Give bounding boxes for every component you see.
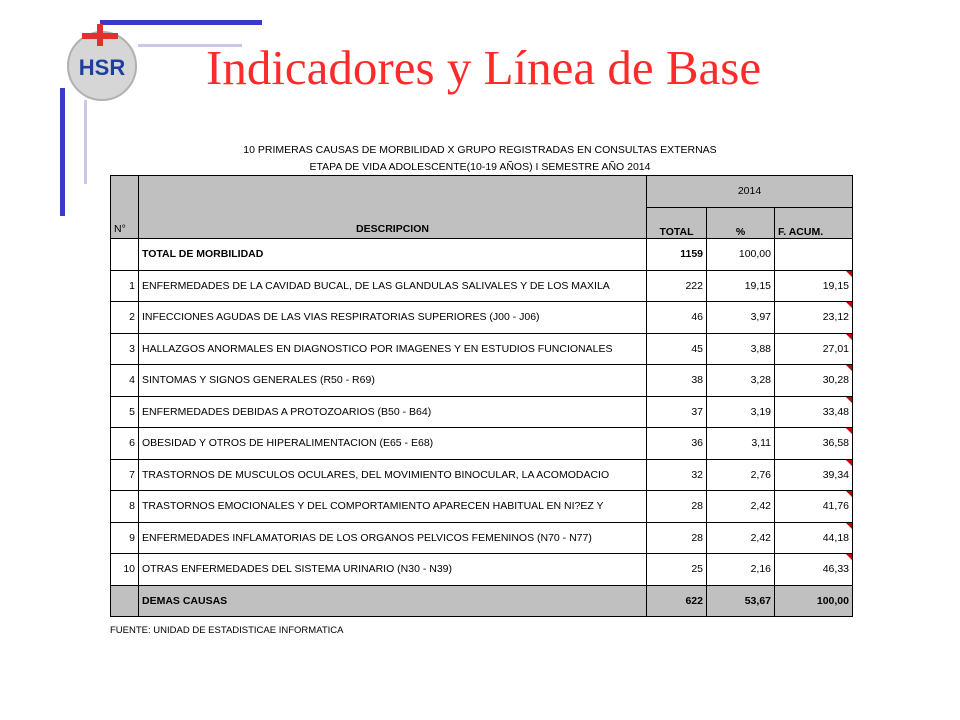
header-n: N° bbox=[111, 176, 139, 239]
row-number: 8 bbox=[111, 491, 139, 523]
header-pct: % bbox=[707, 207, 775, 239]
row-total: 46 bbox=[647, 302, 707, 334]
table-row bbox=[111, 491, 853, 523]
row-acum: 46,33 bbox=[775, 554, 853, 586]
row-acum: 27,01 bbox=[775, 333, 853, 365]
table-row bbox=[111, 459, 853, 491]
row-description: SINTOMAS Y SIGNOS GENERALES (R50 - R69) bbox=[139, 365, 647, 397]
row-pct: 2,76 bbox=[707, 459, 775, 491]
header-year: 2014 bbox=[647, 176, 853, 208]
table-caption-line1: 10 PRIMERAS CAUSAS DE MORBILIDAD X GRUPO REGISTRADAS EN CONSULTAS EXTERNAS bbox=[243, 144, 717, 156]
row-acum: 19,15 bbox=[775, 270, 853, 302]
table-row bbox=[111, 428, 853, 460]
row-pct: 3,28 bbox=[707, 365, 775, 397]
comment-marker-icon bbox=[846, 334, 852, 340]
comment-marker-icon bbox=[846, 302, 852, 308]
row-number: 10 bbox=[111, 554, 139, 586]
table-caption-line2: ETAPA DE VIDA ADOLESCENTE(10-19 AÑOS) I SEMESTRE AÑO 2014 bbox=[309, 161, 651, 173]
row-total: 25 bbox=[647, 554, 707, 586]
others-label: DEMAS CAUSAS bbox=[139, 585, 647, 617]
others-pct: 53,67 bbox=[707, 585, 775, 617]
row-pct: 2,42 bbox=[707, 522, 775, 554]
row-description: HALLAZGOS ANORMALES EN DIAGNOSTICO POR IMAGENES Y EN ESTUDIOS FUNCIONALES bbox=[139, 333, 647, 365]
row-pct: 3,97 bbox=[707, 302, 775, 334]
accent-bar-left-thin bbox=[84, 100, 87, 184]
row-number: 7 bbox=[111, 459, 139, 491]
row-description: ENFERMEDADES INFLAMATORIAS DE LOS ORGANOS PELVICOS FEMENINOS (N70 - N77) bbox=[139, 522, 647, 554]
others-acum: 100,00 bbox=[775, 585, 853, 617]
comment-marker-icon bbox=[846, 523, 852, 529]
table-row bbox=[111, 365, 853, 397]
hospital-logo bbox=[62, 24, 142, 104]
comment-marker-icon bbox=[846, 460, 852, 466]
row-total: 37 bbox=[647, 396, 707, 428]
row-pct: 2,16 bbox=[707, 554, 775, 586]
comment-marker-icon bbox=[846, 365, 852, 371]
table-source: FUENTE: UNIDAD DE ESTADISTICAE INFORMATICA bbox=[110, 625, 344, 636]
row-acum: 44,18 bbox=[775, 522, 853, 554]
total-value: 1159 bbox=[647, 239, 707, 271]
table-row bbox=[111, 554, 853, 586]
row-acum: 33,48 bbox=[775, 396, 853, 428]
row-total: 45 bbox=[647, 333, 707, 365]
others-n bbox=[111, 585, 139, 617]
svg-text:HSR: HSR bbox=[78, 55, 126, 80]
table-row bbox=[111, 522, 853, 554]
row-acum: 23,12 bbox=[775, 302, 853, 334]
row-description: TRASTORNOS DE MUSCULOS OCULARES, DEL MOVIMIENTO BINOCULAR, LA ACOMODACIO bbox=[139, 459, 647, 491]
row-number: 2 bbox=[111, 302, 139, 334]
total-label: TOTAL DE MORBILIDAD bbox=[139, 239, 647, 271]
comment-marker-icon bbox=[846, 428, 852, 434]
row-total: 28 bbox=[647, 491, 707, 523]
comment-marker-icon bbox=[846, 554, 852, 560]
others-row bbox=[111, 585, 853, 617]
header-row-year bbox=[111, 176, 853, 208]
others-total: 622 bbox=[647, 585, 707, 617]
row-total: 36 bbox=[647, 428, 707, 460]
row-acum: 41,76 bbox=[775, 491, 853, 523]
row-description: INFECCIONES AGUDAS DE LAS VIAS RESPIRATORIAS SUPERIORES (J00 - J06) bbox=[139, 302, 647, 334]
total-row bbox=[111, 239, 853, 271]
row-total: 32 bbox=[647, 459, 707, 491]
total-pct: 100,00 bbox=[707, 239, 775, 271]
table-row bbox=[111, 302, 853, 334]
header-descripcion: DESCRIPCION bbox=[139, 176, 647, 239]
header-total: TOTAL bbox=[647, 207, 707, 239]
row-number: 1 bbox=[111, 270, 139, 302]
slide-title: Indicadores y Línea de Base bbox=[206, 40, 762, 95]
row-number: 4 bbox=[111, 365, 139, 397]
row-pct: 2,42 bbox=[707, 491, 775, 523]
table-row bbox=[111, 333, 853, 365]
row-total: 222 bbox=[647, 270, 707, 302]
accent-bar-left bbox=[60, 88, 65, 216]
row-pct: 3,88 bbox=[707, 333, 775, 365]
table-row bbox=[111, 396, 853, 428]
row-number: 9 bbox=[111, 522, 139, 554]
row-total: 28 bbox=[647, 522, 707, 554]
comment-marker-icon bbox=[846, 491, 852, 497]
row-number: 3 bbox=[111, 333, 139, 365]
table-row bbox=[111, 270, 853, 302]
total-acum bbox=[775, 239, 853, 271]
row-pct: 3,11 bbox=[707, 428, 775, 460]
row-acum: 39,34 bbox=[775, 459, 853, 491]
row-acum: 30,28 bbox=[775, 365, 853, 397]
comment-marker-icon bbox=[846, 397, 852, 403]
row-total: 38 bbox=[647, 365, 707, 397]
row-pct: 3,19 bbox=[707, 396, 775, 428]
row-description: ENFERMEDADES DEBIDAS A PROTOZOARIOS (B50 - B64) bbox=[139, 396, 647, 428]
row-description: OBESIDAD Y OTROS DE HIPERALIMENTACION (E65 - E68) bbox=[139, 428, 647, 460]
row-description: TRASTORNOS EMOCIONALES Y DEL COMPORTAMIENTO APARECEN HABITUAL EN NI?EZ Y bbox=[139, 491, 647, 523]
header-acum: F. ACUM. bbox=[775, 207, 853, 239]
row-description: OTRAS ENFERMEDADES DEL SISTEMA URINARIO (N30 - N39) bbox=[139, 554, 647, 586]
row-description: ENFERMEDADES DE LA CAVIDAD BUCAL, DE LAS GLANDULAS SALIVALES Y DE LOS MAXILA bbox=[139, 270, 647, 302]
row-acum: 36,58 bbox=[775, 428, 853, 460]
row-pct: 19,15 bbox=[707, 270, 775, 302]
row-number: 5 bbox=[111, 396, 139, 428]
comment-marker-icon bbox=[846, 271, 852, 277]
total-n bbox=[111, 239, 139, 271]
morbidity-table bbox=[110, 175, 853, 617]
row-number: 6 bbox=[111, 428, 139, 460]
